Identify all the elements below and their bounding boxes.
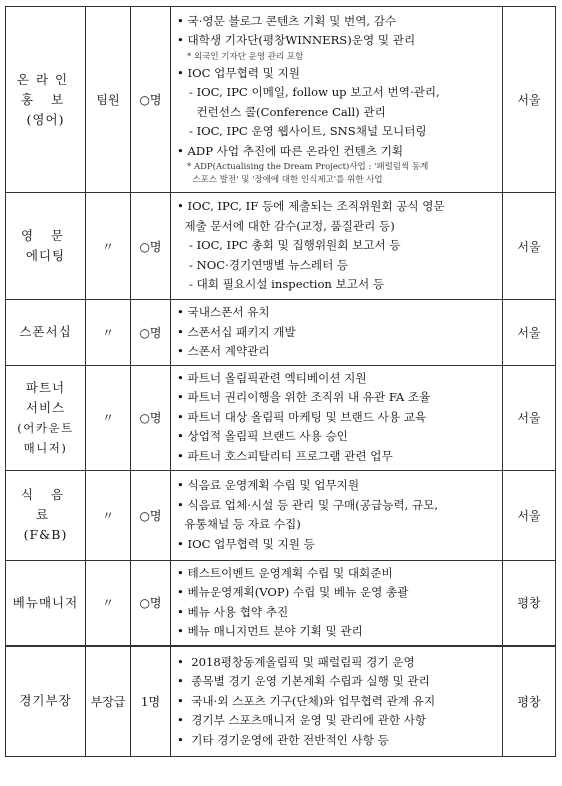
location-cell: 서울: [503, 470, 556, 560]
location-cell: 서울: [503, 193, 556, 300]
headcount-cell: ○명: [131, 300, 171, 366]
duty-item: • 파트너 올림픽관련 엑티베이션 지원: [177, 370, 367, 385]
headcount-cell: ○명: [131, 7, 171, 193]
duty-item: - IOC, IPC 이메일, follow up 보고서 번역·관리,: [189, 85, 440, 100]
rank-cell: 〃: [86, 193, 131, 300]
duty-item: • 베뉴 매니지먼트 분야 기획 및 관리: [177, 624, 363, 638]
position-name-line: 스폰서십: [19, 324, 72, 340]
duties-cell: [171, 7, 503, 193]
duties-cell: [171, 560, 503, 646]
job-rows: [6, 7, 556, 757]
duty-item: • 국내·외 스포츠 기구(단체)와 업무협력 관계 유지: [177, 693, 436, 708]
duties-cell: [171, 470, 503, 560]
table-row: [6, 560, 556, 646]
table-row: [6, 646, 556, 757]
headcount-cell: ○명: [131, 365, 171, 470]
position-name-line: 매니저): [23, 440, 68, 455]
job-positions-table: [5, 6, 556, 757]
duties-cell: [171, 300, 503, 366]
duty-item: - 대회 필요시설 inspection 보고서 등: [189, 277, 385, 292]
location-cell: 평창: [503, 646, 556, 757]
position-name-line: 경기부장: [19, 693, 72, 709]
table-row: [6, 7, 556, 193]
position-name-cell: [6, 560, 86, 646]
rank-cell: 팀원: [86, 7, 131, 193]
duty-note: 스포스 발전' 및 '장애에 대한 인식제고'를 위한 사업: [187, 175, 383, 186]
duty-item: • 상업적 올림픽 브랜드 사용 승인: [177, 429, 348, 444]
duty-item: - IOC, IPC 총회 및 집행위원회 보고서 등: [189, 238, 401, 253]
position-name-line: 홍 보: [20, 91, 71, 107]
duty-item: • 파트너 대상 올림픽 마케팅 및 브랜드 사용 교육: [177, 409, 427, 424]
duty-item: • 식음료 운영계획 수립 및 업무지원: [177, 478, 360, 492]
position-name-line: 영 문: [20, 228, 71, 243]
duty-item: • 파트너 호스피탈리티 프로그램 관련 업무: [177, 448, 393, 463]
table-row: [6, 470, 556, 560]
duty-item: • 국·영문 블로그 콘텐츠 기획 및 번역, 감수: [177, 13, 397, 28]
duties-cell: [171, 646, 503, 757]
duty-item: 유통채널 등 자료 수집): [177, 517, 301, 531]
rank-cell: 〃: [86, 300, 131, 366]
duty-item: • 테스트이벤트 운영계획 수립 및 대회준비: [177, 565, 393, 580]
table-row: [6, 193, 556, 300]
duty-item: • 2018평창동계올림픽 및 패럴림픽 경기 운영: [177, 654, 415, 669]
duty-item: • ADP 사업 추진에 따른 온라인 컨텐츠 기획: [177, 143, 404, 158]
position-name-line: (영어): [26, 111, 65, 127]
duty-item: • 베뉴 사용 협약 추진: [177, 604, 289, 619]
position-name-line: (F&B): [23, 527, 68, 542]
duty-item: - IOC, IPC 운영 웹사이트, SNS채널 모니터링: [189, 124, 427, 139]
location-cell: 서울: [503, 365, 556, 470]
headcount-cell: 1명: [131, 646, 171, 757]
duty-item: • 대학생 기자단(평창WINNERS)운영 및 관리: [177, 33, 416, 48]
duty-item: 제출 문서에 대한 감수(교정, 품질관리 등): [177, 218, 395, 233]
location-cell: 서울: [503, 7, 556, 193]
location-cell: 평창: [503, 560, 556, 646]
location-cell: 서울: [503, 300, 556, 366]
position-name-line: 식 음 료: [20, 487, 71, 522]
table-row: [6, 300, 556, 366]
duty-item: • 스폰서 계약관리: [177, 344, 270, 358]
position-name-cell: [6, 365, 86, 470]
headcount-cell: ○명: [131, 560, 171, 646]
position-name-cell: [6, 300, 86, 366]
duty-item: • 스폰서십 패키지 개발: [177, 324, 296, 339]
position-name-line: (어카운트: [17, 420, 74, 435]
position-name-line: 온라인: [16, 71, 75, 87]
headcount-cell: ○명: [131, 470, 171, 560]
duty-item: • 국내스폰서 유치: [177, 305, 270, 319]
duty-item: • 경기부 스포츠매니저 운영 및 관리에 관한 사항: [177, 713, 427, 727]
rank-cell: 부장급: [86, 646, 131, 757]
duty-item: - NOC·경기연맹별 뉴스레터 등: [189, 257, 349, 272]
duty-note: * ADP(Actualising the Dream Project)사업 : '패럴림씩 동계: [187, 162, 429, 173]
rank-cell: 〃: [86, 365, 131, 470]
duty-item: • 베뉴운영계획(VOP) 수립 및 베뉴 운영 총괄: [177, 585, 409, 599]
duty-note: * 외국인 기자단 운영 관리 포함: [187, 51, 304, 62]
duties-cell: [171, 365, 503, 470]
headcount-cell: ○명: [131, 193, 171, 300]
duty-item: • IOC, IPC, IF 등에 제출되는 조직위원회 공식 영문: [177, 199, 445, 214]
rank-cell: 〃: [86, 470, 131, 560]
rank-cell: 〃: [86, 560, 131, 646]
position-name-cell: [6, 646, 86, 757]
position-name-cell: [6, 193, 86, 300]
table-row: [6, 365, 556, 470]
duty-item: • 식음료 업체·시설 등 관리 및 구매(공급능력, 규모,: [177, 497, 439, 512]
duty-item: • 종목별 경기 운영 기본계획 수립과 실행 및 관리: [177, 674, 430, 688]
position-name-cell: [6, 7, 86, 193]
position-name-cell: [6, 470, 86, 560]
duty-item: • IOC 업무협력 및 지원: [177, 65, 300, 80]
duty-item: • IOC 업무협력 및 지원 등: [177, 536, 315, 551]
position-name-line: 에디팅: [25, 248, 66, 263]
duties-cell: [171, 193, 503, 300]
duty-item: • 파트너 권리이행을 위한 조직위 내 유관 FA 조율: [177, 390, 431, 405]
position-name-line: 파트너: [25, 379, 66, 395]
duty-item: 컨런선스 콜(Conference Call) 관리: [189, 104, 386, 119]
position-name-line: 서비스: [25, 399, 66, 415]
duty-item: • 기타 경기운영에 관한 전반적인 사항 등: [177, 732, 389, 747]
position-name-line: 베뉴매니저: [12, 594, 79, 610]
